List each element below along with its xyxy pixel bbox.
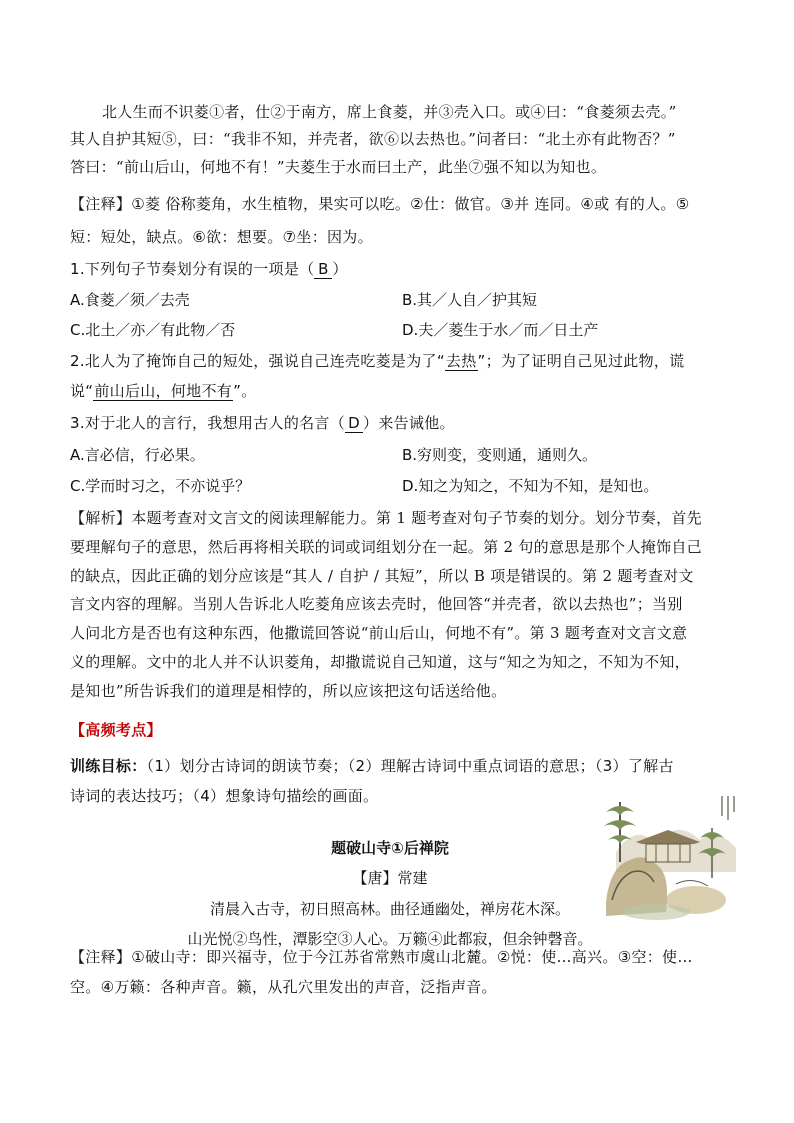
poem-line-2: 山光悦②鸟性，潭影空③人心。万籁④此都寂，但余钟磬音。 <box>187 930 593 948</box>
question-2-text-2: ”；为了证明自己见过此物，谎 <box>477 352 685 370</box>
poem-title: 题破山寺①后禅院 <box>331 839 449 857</box>
training-goal-label: 训练目标： <box>70 757 147 775</box>
passage-line-1: 北人生而不识菱①者，仕②于南方，席上食菱，并③壳入口。或④曰：“食菱须去壳。” <box>102 103 677 121</box>
question-3-option-b: B.穷则变，变则通，通则久。 <box>402 446 598 464</box>
question-1-stem-end: ） <box>332 260 348 278</box>
question-3-stem-end: ）来告诫他。 <box>363 414 455 432</box>
analysis-line-3: 的缺点，因此正确的划分应该是“其人 / 自护 / 其短”，所以 B 项是错误的。第 2 题考查对文 <box>70 567 694 585</box>
question-3-option-c: C.学而时习之，不亦说乎？ <box>70 477 251 495</box>
question-3-option-d: D.知之为知之，不知为不知，是知也。 <box>402 477 659 495</box>
question-2-line-1 <box>70 348 740 376</box>
analysis-line-1: 【解析】本题考查对文言文的阅读理解能力。第 1 题考查对句子节奏的划分。划分节奏，首先 <box>70 509 702 527</box>
question-1-answer: B <box>314 260 332 279</box>
question-2-text-3: 说“ <box>70 382 94 400</box>
question-3-options-row-1 <box>70 441 740 469</box>
analysis-line-5: 人问北方是否也有这种东西，他撒谎回答说“前山后山，何地不有”。第 3 题考查对文言文意 <box>70 624 688 642</box>
question-3 <box>70 410 740 438</box>
question-1-option-d: D.夫／菱生于水／而／日土产 <box>402 321 599 339</box>
question-2-text-1: 2.北人为了掩饰自己的短处，强说自己连壳吃菱是为了“ <box>70 352 445 370</box>
question-3-stem: 3.对于北人的言行，我想用古人的名言（ <box>70 414 346 432</box>
question-1-options-row-2 <box>70 316 740 344</box>
question-1-options-row-1 <box>70 286 740 314</box>
poem-notes-line-2: 空。④万籁：各种声音。籁，从孔穴里发出的声音，泛指声音。 <box>70 978 497 996</box>
analysis-line-7: 是知也”所告诉我们的道理是相悖的，所以应该把这句话送给他。 <box>70 682 507 700</box>
question-3-option-a: A.言必信，行必果。 <box>70 446 205 464</box>
analysis-line-4: 言文内容的理解。当别人告诉北人吃菱角应该去壳时，他回答“并壳者，欲以去热也”；当别 <box>70 595 683 613</box>
poem-notes-line-1: 【注释】①破山寺：即兴福寺，位于今江苏省常熟市虞山北麓。②悦：使…高兴。③空：使… <box>70 948 693 966</box>
analysis-line-2: 要理解句子的意思，然后再将相关联的词或词组划分在一起。第 2 句的意思是那个人掩饰自己 <box>70 538 702 556</box>
question-2-line-2 <box>70 378 740 406</box>
question-2-answer-1: 去热 <box>445 352 477 370</box>
training-goal-text-1: （1）划分古诗词的朗读节奏；（2）理解古诗词中重点词语的意思；（3）了解古 <box>146 757 674 775</box>
analysis-line-6: 义的理解。文中的北人并不认识菱角，却撒谎说自己知道，这与“知之为知之，不知为不知， <box>70 653 690 671</box>
poem-line-1: 清晨入古寺，初日照高林。曲径通幽处，禅房花木深。 <box>209 900 570 918</box>
training-goal-line-2: 诗词的表达技巧；（4）想象诗句描绘的画面。 <box>70 787 379 805</box>
high-frequency-title: 【高频考点】 <box>70 721 162 739</box>
question-2-text-4: ”。 <box>233 382 257 400</box>
question-1-option-b: B.其／人自／护其短 <box>402 291 538 309</box>
question-3-answer: D <box>345 414 363 433</box>
notes-line-2: 短：短处，缺点。⑥欲：想要。⑦坐：因为。 <box>70 228 373 246</box>
training-goal-line-1 <box>70 753 740 781</box>
question-1-stem: 1.下列句子节奏划分有误的一项是（ <box>70 260 315 278</box>
poem-author: 【唐】常建 <box>352 869 428 887</box>
question-2-answer-2: 前山后山，何地不有 <box>94 382 233 400</box>
question-1-option-a: A.食菱／须／去壳 <box>70 291 190 309</box>
passage-line-3: 答曰：“前山后山，何地不有！”夫菱生于水而曰土产，此坐⑦强不知以为知也。 <box>70 158 607 176</box>
landscape-painting-icon <box>596 782 742 928</box>
passage-line-2: 其人自护其短⑤，曰：“我非不知，并壳者，欲⑥以去热也。”问者曰：“北土亦有此物否？” <box>70 130 676 148</box>
question-1-option-c: C.北土／亦／有此物／否 <box>70 321 236 339</box>
notes-line-1: 【注释】①菱 俗称菱角，水生植物，果实可以吃。②仕：做官。③并 连同。④或 有的人。⑤ <box>70 195 690 213</box>
question-3-options-row-2 <box>70 472 740 500</box>
question-1 <box>70 256 740 284</box>
